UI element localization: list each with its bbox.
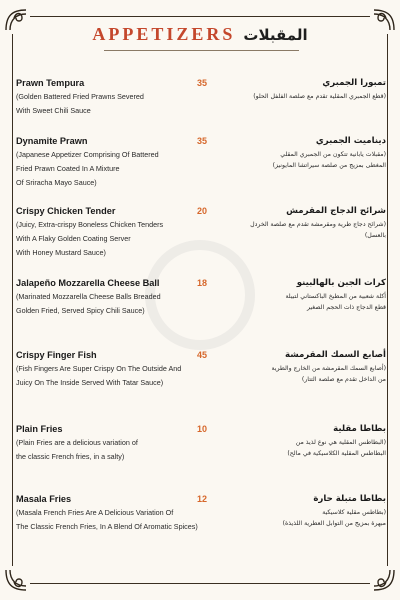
item-description xyxy=(16,290,186,318)
item-name-ar: تمبورا الجمبري xyxy=(322,78,386,88)
item-description-ar xyxy=(231,291,386,313)
section-header xyxy=(0,24,400,45)
item-description xyxy=(16,148,186,190)
item-description-ar-line: (البطاطس المقلية هي نوع لذيذ من xyxy=(295,439,386,446)
item-description-ar-line: مبهرة بمزيج من التوابل العطرية اللذيذة) xyxy=(282,520,386,527)
item-description-line: (Juicy, Extra-crispy Boneless Chicken Tenders xyxy=(16,220,164,229)
item-name: Dynamite Prawn xyxy=(16,136,88,146)
corner-ornament-icon xyxy=(2,566,30,594)
item-description-ar xyxy=(231,149,386,171)
item-description-line: (Masala French Fries Are A Delicious Variation Of xyxy=(16,508,174,517)
item-description-ar-line: (مقبلات يابانية تتكون من الجمبري المقلي xyxy=(280,151,386,158)
item-name-ar: كرات الجبن بالهالبينو xyxy=(296,278,386,288)
item-description-ar-line: قطع الدجاج ذات الحجم الصغير xyxy=(307,304,386,311)
frame-right-border xyxy=(387,34,388,566)
header-divider xyxy=(104,50,299,51)
item-description-line: Juicy On The Inside Served With Tatar Sauce) xyxy=(16,378,164,387)
item-description-ar-line: (أصابع السمك المقرمشة من الخارج والطرية xyxy=(271,365,386,372)
item-description-line: The Classic French Fries, In A Blend Of Aromatic Spices) xyxy=(16,522,198,531)
item-name-ar: أصابع السمك المقرمشة xyxy=(285,350,386,360)
item-name-ar: ديناميت الجمبري xyxy=(315,136,386,146)
frame-left-border xyxy=(12,34,13,566)
item-name: Crispy Chicken Tender xyxy=(16,206,116,216)
item-name-ar: بطاطا مقلية xyxy=(333,424,386,434)
item-description-ar-line: المغطى بمزيج من صلصة سيراتشا المايونيز) xyxy=(272,162,386,169)
item-description-ar xyxy=(231,363,386,385)
item-name: Prawn Tempura xyxy=(16,78,85,88)
item-description xyxy=(16,436,186,464)
item-price: 18 xyxy=(197,278,208,288)
item-price: 35 xyxy=(197,78,208,88)
item-description-line: (Fish Fingers Are Super Crispy On The Outside And xyxy=(16,364,182,373)
item-description-line: With Honey Mustard Sauce) xyxy=(16,248,106,257)
item-description xyxy=(16,506,198,534)
item-name-ar: بطاطا متبلة حارة xyxy=(313,494,386,504)
item-description xyxy=(16,90,186,118)
item-description-line: Of Sriracha Mayo Sauce) xyxy=(16,178,97,187)
item-description-ar xyxy=(231,437,386,459)
frame-bottom-border xyxy=(30,583,370,584)
item-price: 20 xyxy=(197,206,208,216)
corner-ornament-icon xyxy=(370,566,398,594)
item-description-line: (Golden Battered Fried Prawns Severed xyxy=(16,92,144,101)
item-description-ar-line: من الداخل تقدم مع صلصة التتار) xyxy=(301,376,386,383)
item-name: Jalapeño Mozzarella Cheese Ball xyxy=(16,278,160,288)
item-name: Masala Fries xyxy=(16,494,72,504)
item-description-line: the classic French fries, in a salty) xyxy=(16,452,125,461)
item-price: 45 xyxy=(197,350,208,360)
item-name: Crispy Finger Fish xyxy=(16,350,97,360)
item-price: 35 xyxy=(197,136,208,146)
item-description xyxy=(16,362,186,390)
item-description-line: With Sweet Chili Sauce xyxy=(16,106,91,115)
item-description-ar-line: البطاطس المقلية الكلاسيكية في مالح) xyxy=(287,450,386,457)
item-description-ar-line: (قطع الجمبري المقلية تقدم مع صلصة الفلفل الحلو) xyxy=(253,93,386,100)
frame-top-border xyxy=(30,16,370,17)
item-description-line: With A Flaky Golden Coating Server xyxy=(16,234,131,243)
item-description xyxy=(16,218,186,260)
item-description-line: Golden Fried, Served Spicy Chili Sauce) xyxy=(16,306,145,315)
item-description-ar xyxy=(231,507,386,529)
section-title-ar: المقبلات xyxy=(243,25,308,44)
item-name-ar: شرائح الدجاج المقرمش xyxy=(286,206,386,216)
item-price: 12 xyxy=(197,494,208,504)
item-description-ar-line: (بطاطس مقلية كلاسيكية xyxy=(322,509,386,516)
item-description-ar-line: أكلة شعبية من المطبخ الباكستاني لتبيلة xyxy=(285,293,386,300)
item-description-ar xyxy=(231,91,386,102)
item-description-ar-line: (شرائح دجاج طرية ومقرمشة تقدم مع صلصة الخردل بالعسل) xyxy=(250,221,386,239)
item-description-line: (Plain Fries are a delicious variation of xyxy=(16,438,138,447)
item-description-line: (Japanese Appetizer Comprising Of Battered xyxy=(16,150,159,159)
section-title-en: APPETIZERS xyxy=(92,24,236,44)
item-name: Plain Fries xyxy=(16,424,63,434)
item-description-line: Fried Prawn Coated In A Mixture xyxy=(16,164,120,173)
item-price: 10 xyxy=(197,424,208,434)
item-description-line: (Marinated Mozzarella Cheese Balls Breaded xyxy=(16,292,161,301)
item-description-ar xyxy=(231,219,386,241)
